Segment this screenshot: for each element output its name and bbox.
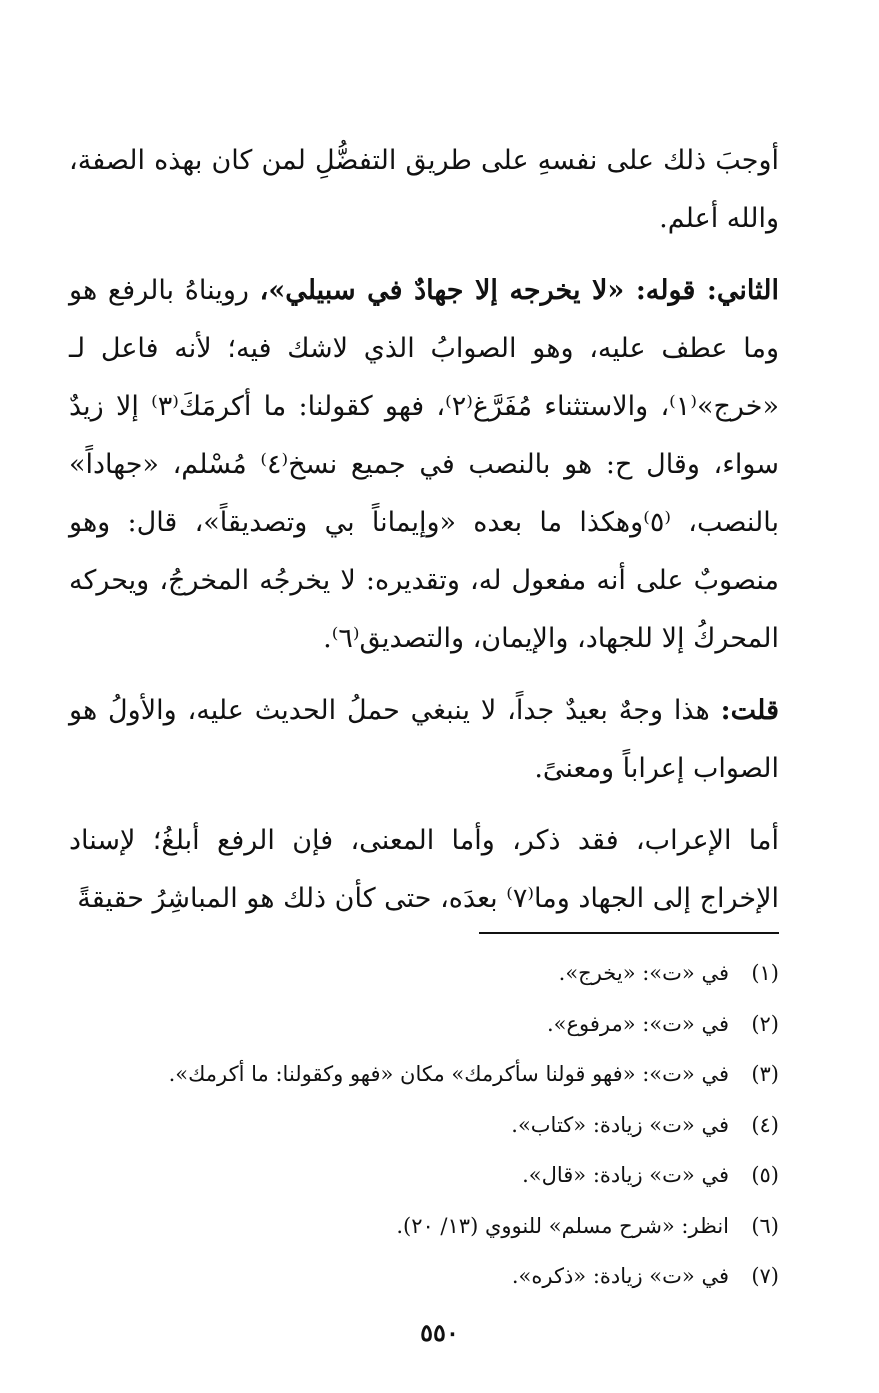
footnote-text: في «ت»: «فهو قولنا سأكرمك» مكان «فهو وكقولنا: ما أكرمك». xyxy=(168,1062,729,1086)
paragraph-2 xyxy=(69,262,779,668)
footnote-item xyxy=(69,1100,779,1151)
footnote-item xyxy=(69,948,779,999)
paragraph-1 xyxy=(69,132,779,248)
footnote-item xyxy=(69,1150,779,1201)
paragraph-3 xyxy=(69,682,779,798)
paragraph-text: أوجبَ ذلك على نفسهِ على طريق التفضُّلِ لمن كان بهذه الصفة، والله أعلم. xyxy=(69,145,779,234)
footnote-number: (٦) xyxy=(751,1213,779,1238)
footnote-number: (٧) xyxy=(751,1264,779,1288)
footnote-item xyxy=(69,1049,779,1100)
footnote-text: في «ت»: «مرفوع». xyxy=(546,1011,729,1036)
footnote-divider xyxy=(479,932,779,934)
footnotes-list xyxy=(69,948,779,1302)
footnote-text: في «ت» زيادة: «كتاب». xyxy=(511,1112,729,1137)
footnote-number: (١) xyxy=(751,961,779,985)
footnote-item xyxy=(69,1201,779,1252)
paragraph-4 xyxy=(69,812,779,928)
footnote-number: (٢) xyxy=(751,1011,779,1036)
paragraph-lead: قلت: xyxy=(720,695,779,726)
footnote-number: (٥) xyxy=(751,1163,779,1187)
paragraph-text: أما الإعراب، فقد ذكر، وأما المعنى، فإن الرفع أبلغُ؛ لإسناد الإخراج إلى الجهاد وما⁽٧⁾ بعدَه، حتى كأن ذلك هو المباشِرُ حقيقةً xyxy=(69,825,779,914)
page-number: ٥٥٠ xyxy=(420,1318,459,1347)
paragraph-text: هذا وجهٌ بعيدٌ جداً، لا ينبغي حملُ الحديث عليه، والأولُ هو الصواب إعراباً ومعنىً. xyxy=(69,695,779,784)
paragraph-lead: الثاني: قوله: «لا يخرجه إلا جهادٌ في سبيلي»، xyxy=(259,275,779,306)
main-text xyxy=(69,132,779,942)
footnote-text: في «ت»: «يخرج». xyxy=(558,961,729,985)
footnote-text: في «ت» زيادة: «قال». xyxy=(522,1163,729,1187)
footnote-text: في «ت» زيادة: «ذكره». xyxy=(511,1264,729,1288)
paragraph-text: رويناهُ بالرفع هو وما عطف عليه، وهو الصوابُ الذي لاشك فيه؛ لأنه فاعل لـ «خرج»⁽١⁾، والاستثناء مُفَرَّغ⁽٢⁾، فهو كقولنا: ما أكرمَكَ⁽٣⁾ إلا زيدٌ سواء، وقال ح: هو بالنصب في جميع نسخ⁽٤⁾ مُسْلم، «جهاداً» بالنصب، ⁽٥⁾وهكذا ما بعده «وإيماناً بي وتصديقاً»، قال: وهو منصوبٌ على أنه مفعول له، وتقديره: لا يخرجُه المخرجُ، ويحركه المحركُ إلا للجهاد، والإيمان، والتصديق⁽٦⁾. xyxy=(69,275,779,654)
footnote-number: (٤) xyxy=(751,1112,779,1137)
footnote-item xyxy=(69,999,779,1050)
footnote-item xyxy=(69,1251,779,1302)
footnote-number: (٣) xyxy=(751,1062,779,1086)
footnote-text: انظر: «شرح مسلم» للنووي (١٣/ ٢٠). xyxy=(396,1213,729,1238)
